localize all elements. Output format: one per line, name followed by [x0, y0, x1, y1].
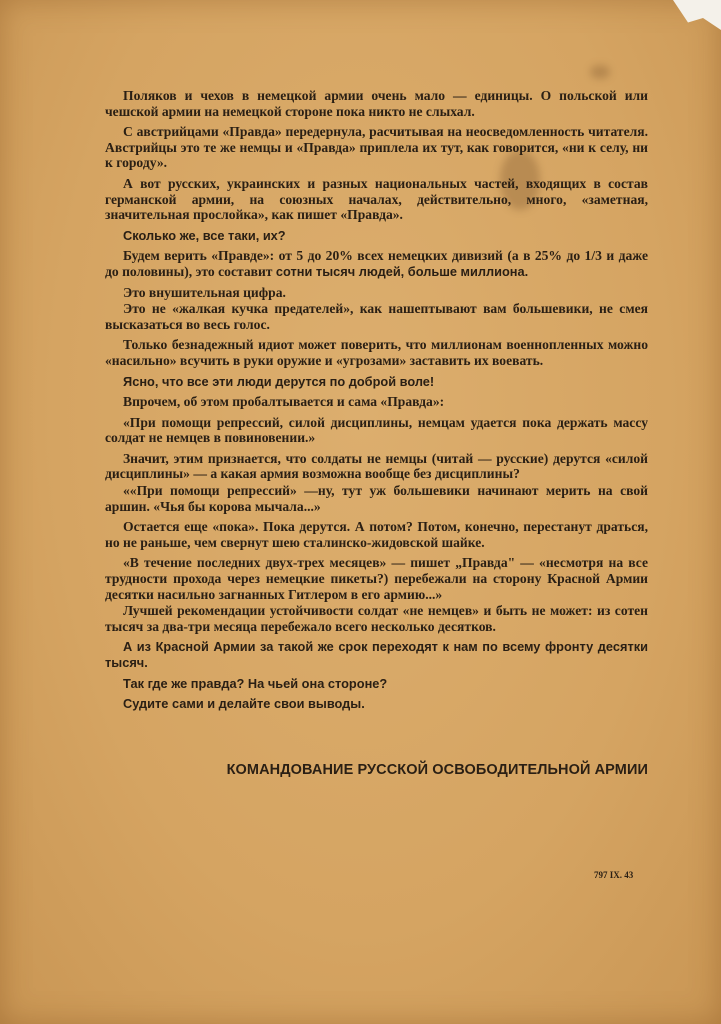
paragraph-bold: Так где же правда? На чьей она стороне?	[123, 675, 388, 691]
paragraph	[105, 248, 648, 279]
paragraph: Остается еще «пока». Пока дерутся. А потом? Потом, конечно, перестанут драться, но не раньше, чем свернут шею сталинско-жидовской шайке.	[105, 519, 648, 550]
paragraph-bold: Ясно, что все эти люди дерутся по доброй воле!	[123, 373, 435, 389]
paragraph-bold-tail: сотни тысяч людей, больше миллиона.	[275, 263, 529, 279]
paragraph: Это не «жалкая кучка предателей», как нашептывают вам большевики, не смея высказаться во весь голос.	[105, 301, 648, 332]
paragraph-bold: Судите сами и делайте свои выводы.	[123, 696, 365, 712]
paragraph: Лучшей рекомендации устойчивости солдат «не немцев» и быть не может: из сотен тысяч за два-три месяца перебежало всего несколько десятков.	[105, 603, 648, 634]
stain	[590, 65, 610, 79]
torn-corner	[661, 0, 721, 30]
print-number: 797 IX. 43	[594, 870, 634, 880]
paragraph: С австрийцами «Правда» передернула, расчитывая на неосведомленность читателя. Австрийцы это те же немцы и «Правда» приплела их тут, как говорится, «ни к селу, ни к городу».	[105, 124, 648, 171]
paragraph-text: Будем верить «Правде»: от 5 до 20% всех немецких дивизий (а в 25% до 1/3 и даже до половины), это составит	[105, 248, 648, 279]
paragraph: Это внушительная цифра.	[123, 284, 286, 300]
paragraph: «В течение последних двух-трех месяцев» — пишет „Правда" — «несмотря на все трудности прохода через немецкие пикеты?) перебежали на сторону Красной Армии десятки насильно загнанных Гитлером в его армию...»	[105, 555, 648, 602]
paragraph-bold: А из Красной Армии за такой же срок переходят к нам по всему фронту десятки тысяч.	[105, 639, 648, 670]
paragraph: «При помощи репрессий, силой дисциплины, немцам удается пока держать массу солдат не немцев в повиновении.»	[105, 414, 648, 446]
paragraph: Впрочем, об этом пробалтывается и сама «Правда»:	[123, 394, 445, 410]
paragraph: Только безнадежный идиот может поверить, что миллионам военнопленных можно «насильно» всучить в руки оружие и «угрозами» заставить их воевать.	[105, 337, 648, 368]
paragraph-bold: Сколько же, все таки, их?	[123, 227, 286, 243]
paragraph: Значит, этим признается, что солдаты не немцы (читай — русские) дерутся «силой дисциплины» — а какая армия возможна вообще без дисциплины?	[105, 450, 648, 482]
signature: КОМАНДОВАНИЕ РУССКОЙ ОСВОБОДИТЕЛЬНОЙ АРМИИ	[226, 762, 648, 778]
paragraph: Поляков и чехов в немецкой армии очень мало — единицы. О польской или чешской армии на немецкой стороне пока никто не слыхал.	[105, 88, 648, 119]
document-body	[105, 88, 648, 717]
paragraph: А вот русских, украинских и разных национальных частей, входящих в состав германской армии, на союзных началах, действительно, много, «заметная, значительная прослойка», как пишет «Правда».	[105, 175, 648, 223]
paragraph: ««При помощи репрессий» —ну, тут уж большевики начинают мерить на свой аршин. «Чья бы корова мычала...»	[105, 483, 648, 514]
